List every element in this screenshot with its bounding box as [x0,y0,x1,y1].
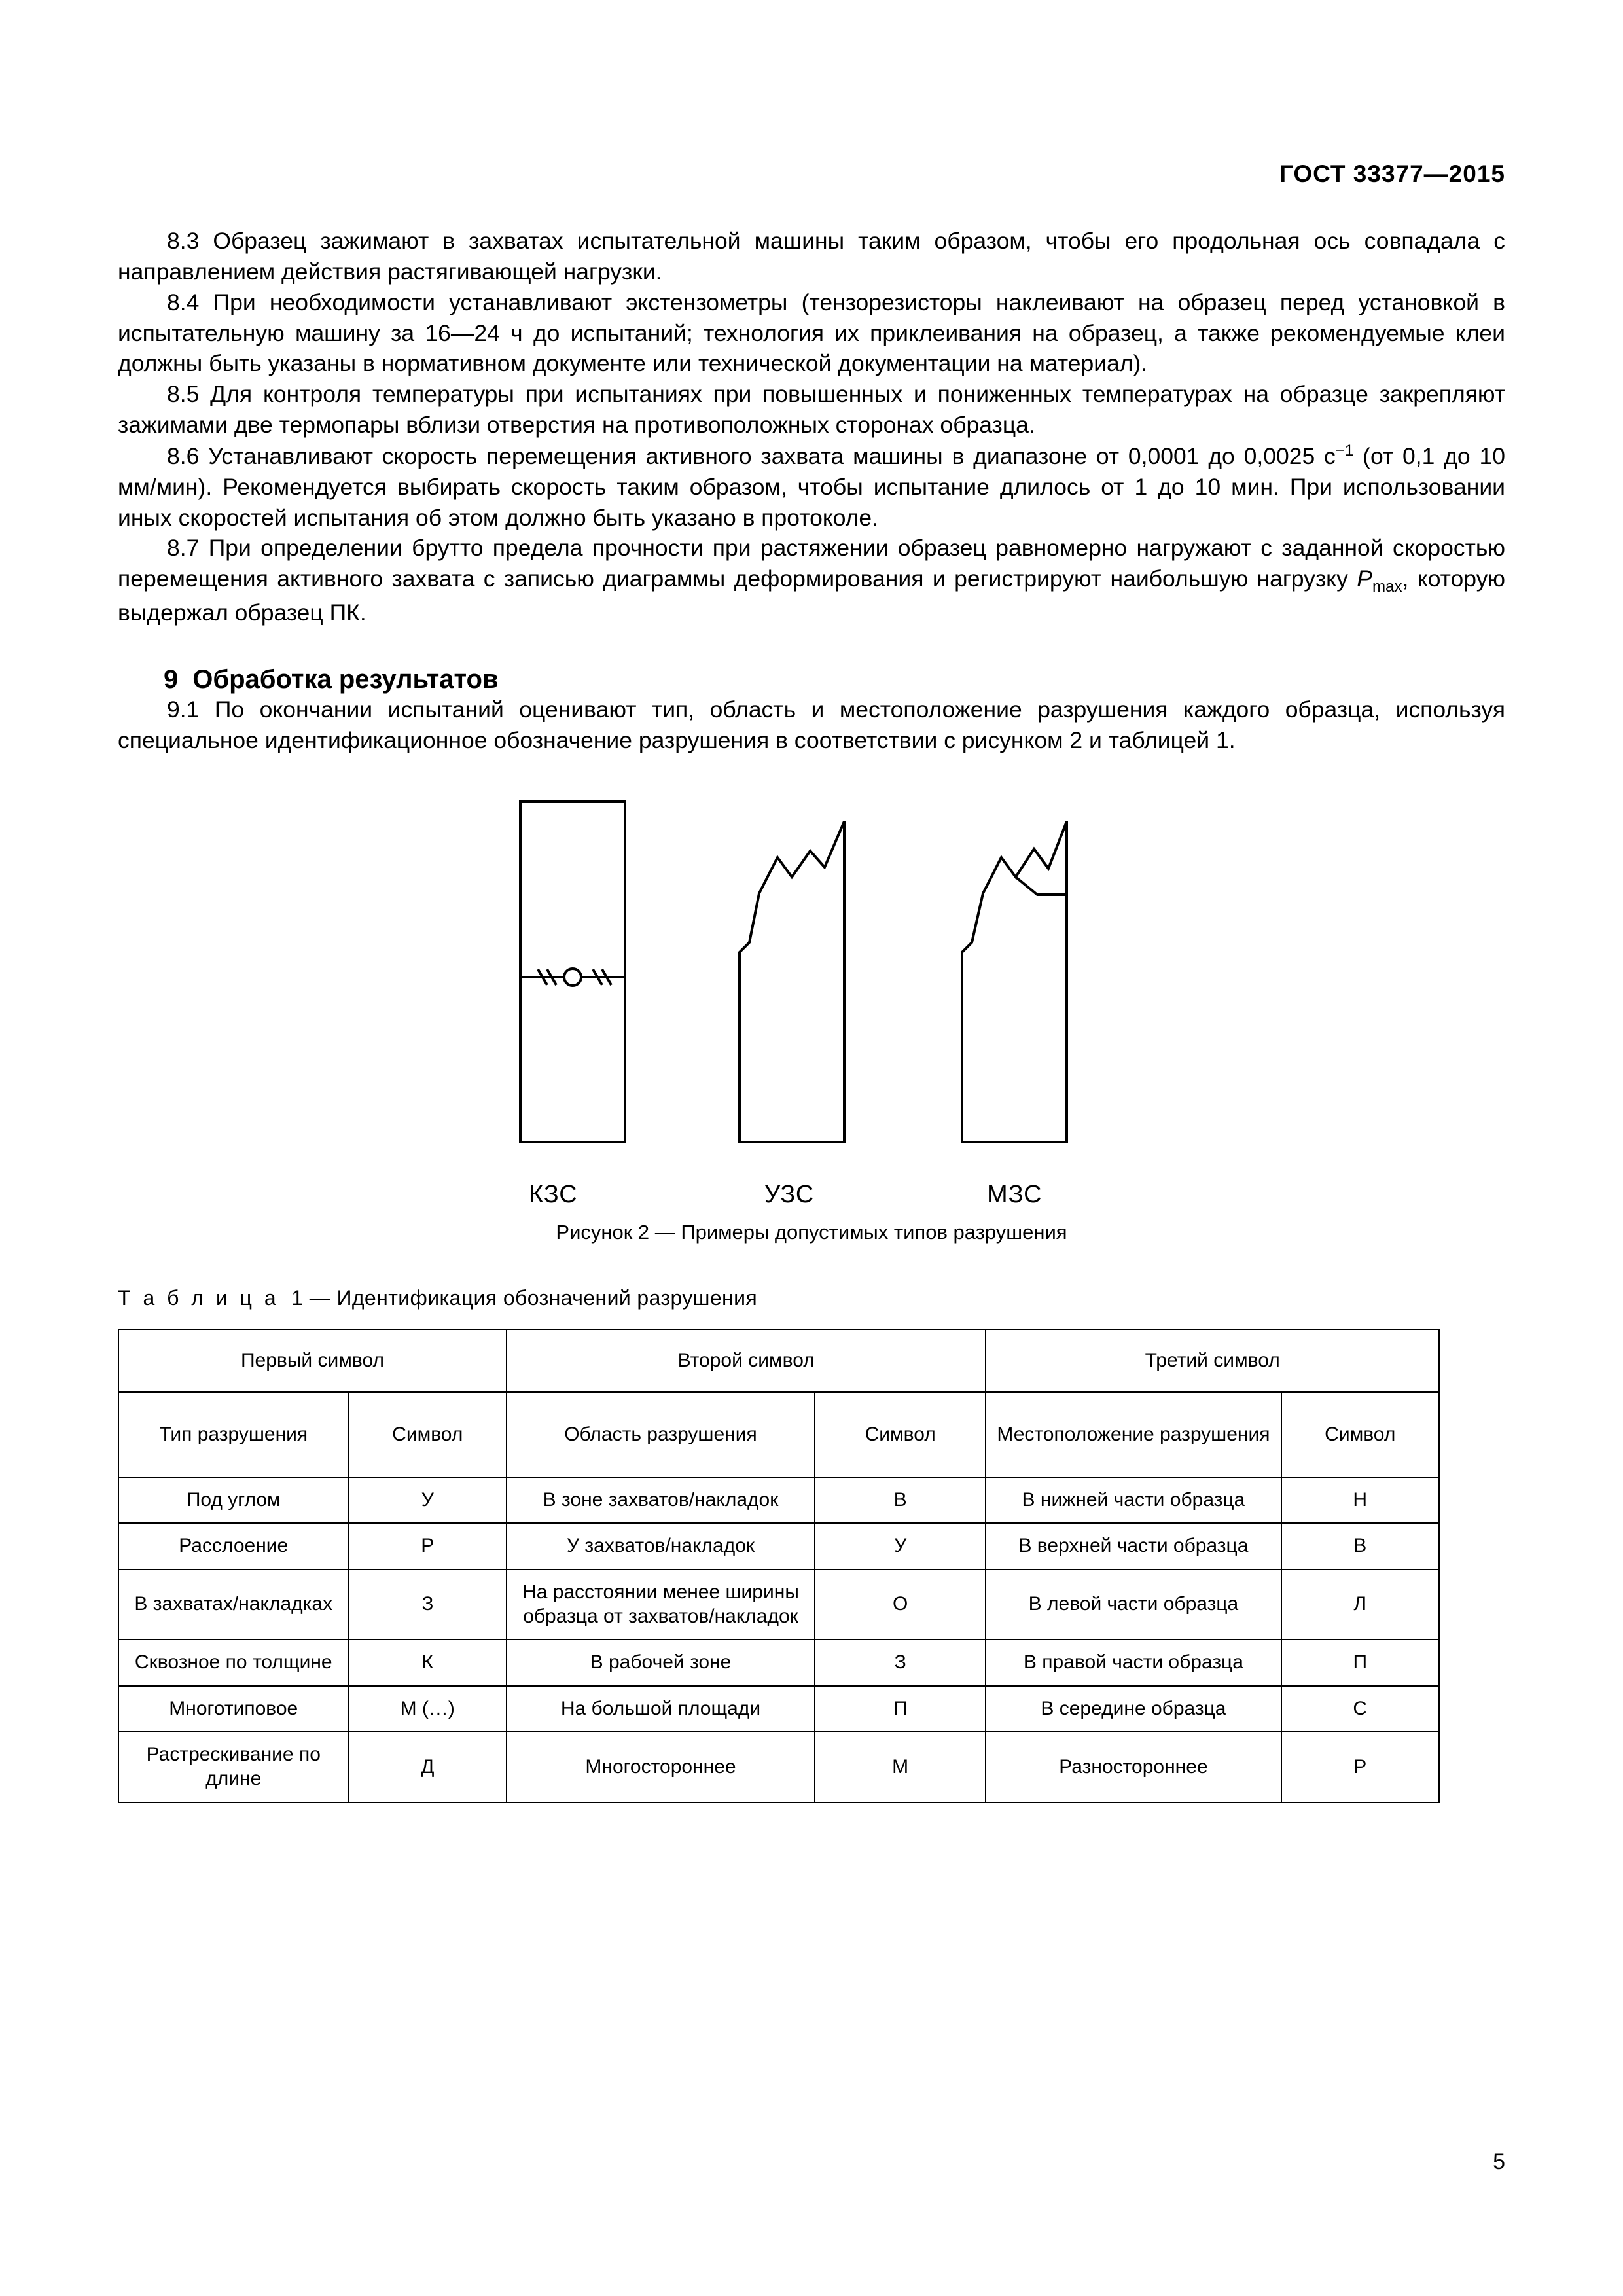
cell-symbol-1: Д [349,1732,507,1802]
paragraph-8-7-part1: 8.7 При определении брутто предела прочности при растяжении образец равномерно нагружают с заданной скоростью перемещения активного захвата с записью диаграммы деформирования и регистрируют наибольшую нагрузку [118,535,1505,592]
section-number: 9 [164,665,179,694]
table-row [118,1523,1439,1570]
cell-symbol-2: З [815,1640,986,1686]
cell-symbol-1: Р [349,1523,507,1570]
paragraph-8-5: 8.5 Для контроля температуры при испытаниях при повышенных и пониженных температурах на образце закрепляют зажимами две термопары вблизи отверстия на противоположных сторонах образца. [118,381,1505,439]
table-group-header-row [118,1329,1439,1392]
table-group-header-3: Третий символ [986,1329,1439,1392]
table-col-header-symbol-1: Символ [349,1392,507,1477]
cell-failure-area: У захватов/накладок [507,1523,815,1570]
table-row [118,1732,1439,1802]
cell-symbol-3: Н [1281,1477,1440,1524]
cell-failure-location: В верхней части образца [986,1523,1281,1570]
paragraph-8-7-part2: , которую выдержал образец ПК. [118,565,1506,626]
cell-symbol-1: З [349,1570,507,1640]
paragraph-8-4: 8.4 При необходимости устанавливают экстензометры (тензорезисторы наклеивают на образец перед установкой в испытательную машину за 16—24 ч до испытаний; технология их приклеивания на образец, а также рекомендуемые клеи должны быть указаны в нормативном документе или технической документации на материал). [118,289,1505,377]
table-col-header-failure-type: Тип разрушения [118,1392,349,1477]
cell-failure-location: В правой части образца [986,1640,1281,1686]
failure-types-diagram [484,795,1139,1175]
cell-symbol-2: П [815,1686,986,1732]
cell-failure-area: Многостороннее [507,1732,815,1802]
cell-symbol-2: У [815,1523,986,1570]
paragraph-8-3: 8.3 Образец зажимают в захватах испытательной машины таким образом, чтобы его продольная ось совпадала с направлением действия растягивающей нагрузки. [118,228,1505,285]
section-heading-9 [164,665,1505,694]
cell-symbol-2: В [815,1477,986,1524]
cell-symbol-3: Л [1281,1570,1440,1640]
cell-symbol-3: С [1281,1686,1440,1732]
cell-symbol-2: О [815,1570,986,1640]
paragraph-9-1: 9.1 По окончании испытаний оценивают тип, область и местоположение разрушения каждого образца, используя специальное идентификационное обозначение разрушения в соответствии с рисунком 2 и таблицей 1. [118,696,1505,753]
section-title: Обработка результатов [192,665,499,694]
cell-failure-type: Многотиповое [118,1686,349,1732]
paragraph-8-6-exponent: −1 [1335,442,1354,460]
cell-failure-area: На расстоянии менее ширины образца от захватов/накладок [507,1570,815,1640]
cell-failure-type: В захватах/накладках [118,1570,349,1640]
table-group-header-2: Второй символ [507,1329,986,1392]
cell-failure-location: В левой части образца [986,1570,1281,1640]
cell-symbol-2: М [815,1732,986,1802]
table-sub-header-row [118,1392,1439,1477]
table-group-header-1: Первый символ [118,1329,507,1392]
paragraph-8-7-subscript: max [1372,578,1402,596]
table-row [118,1686,1439,1732]
cell-symbol-1: М (…) [349,1686,507,1732]
table-1 [118,1329,1440,1803]
page-number: 5 [1493,2149,1505,2174]
cell-failure-type: Растрескивание по длине [118,1732,349,1802]
figure-2 [118,795,1505,1244]
cell-failure-location: В нижней части образца [986,1477,1281,1524]
figure-label-mzs: МЗС [987,1180,1043,1208]
paragraph-8-6 [118,440,1505,533]
cell-failure-type: Под углом [118,1477,349,1524]
figure-2-drawing [484,795,1139,1208]
cell-symbol-1: У [349,1477,507,1524]
cell-failure-location: Разностороннее [986,1732,1281,1802]
cell-failure-type: Сквозное по толщине [118,1640,349,1686]
table-row [118,1477,1439,1524]
paragraph-8-7-symbol: P [1357,565,1372,592]
cell-failure-area: В зоне захватов/накладок [507,1477,815,1524]
cell-symbol-3: П [1281,1640,1440,1686]
paragraph-8-6-part1: 8.6 Устанавливают скорость перемещения активного захвата машины в диапазоне от 0,0001 до 0,0025 с [167,442,1336,469]
cell-failure-location: В середине образца [986,1686,1281,1732]
document-content [118,226,1505,1803]
cell-failure-area: На большой площади [507,1686,815,1732]
table-col-header-symbol-3: Символ [1281,1392,1440,1477]
table-1-title [118,1286,1505,1310]
cell-failure-type: Расслоение [118,1523,349,1570]
table-row [118,1640,1439,1686]
figure-2-caption: Рисунок 2 — Примеры допустимых типов разрушения [556,1220,1067,1244]
paragraph-8-7 [118,533,1505,628]
table-1-title-prefix: Т а б л и ц а [118,1285,279,1310]
table-row [118,1570,1439,1640]
cell-symbol-3: В [1281,1523,1440,1570]
table-1-title-rest: 1 — Идентификация обозначений разрушения [291,1285,758,1310]
page-header-standard: ГОСТ 33377—2015 [1279,160,1505,187]
table-col-header-failure-location: Местоположение разрушения [986,1392,1281,1477]
figure-label-uzs: УЗС [764,1180,815,1208]
cell-symbol-3: Р [1281,1732,1440,1802]
cell-failure-area: В рабочей зоне [507,1640,815,1686]
cell-symbol-1: К [349,1640,507,1686]
figure-label-kzs: КЗС [529,1180,578,1208]
paragraph-8-6-part2: (от 0,1 до 10 мм/мин). Рекомендуется выбирать скорость таким образом, чтобы испытание длилось от 1 до 10 мин. При использовании иных скоростей испытания об этом должно быть указано в протоколе. [118,442,1506,531]
table-col-header-failure-area: Область разрушения [507,1392,815,1477]
table-col-header-symbol-2: Символ [815,1392,986,1477]
